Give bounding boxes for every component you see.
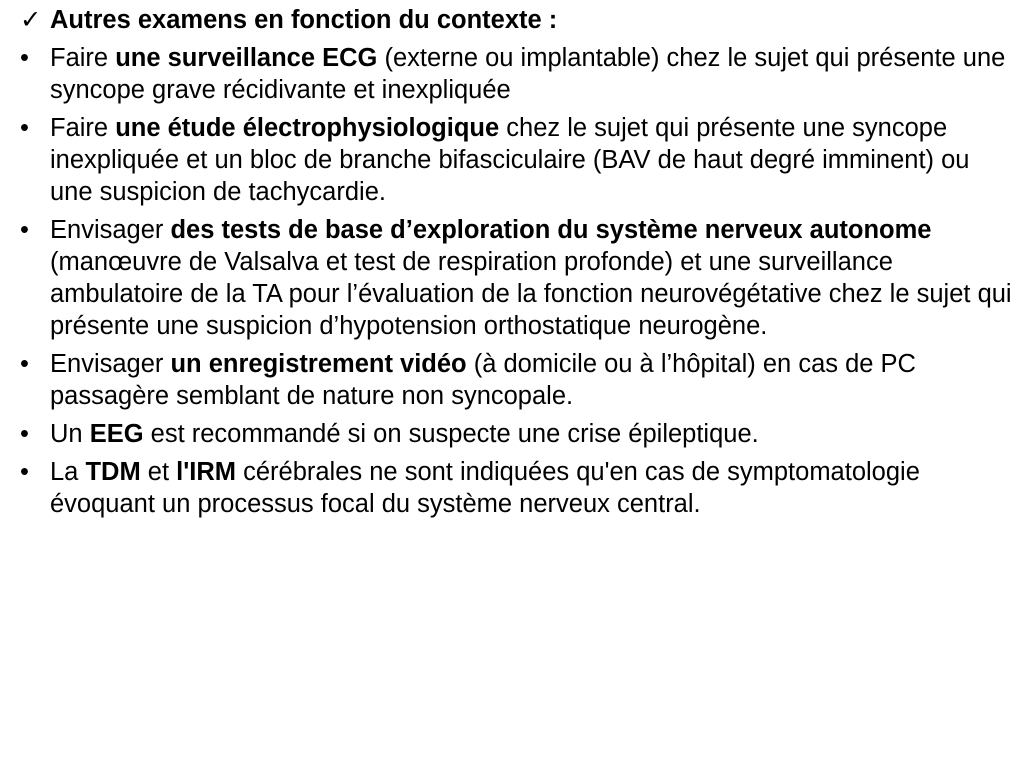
bullet-icon: • <box>20 458 29 486</box>
item-bold-text: l'IRM <box>176 458 237 486</box>
bullet-icon: • <box>20 114 29 142</box>
item-text: Faire <box>50 44 116 72</box>
list-item-text <box>50 42 1014 106</box>
item-text: est recommandé si on suspecte une crise épileptique. <box>143 420 759 448</box>
bullet-icon: • <box>20 44 29 72</box>
bullet-list <box>20 42 1014 520</box>
list-item <box>20 112 1014 208</box>
checkmark-icon: ✓ <box>20 6 42 34</box>
item-text: (externe ou implantable) chez le sujet qui présente une syncope grave récidivante et inexpliquée <box>50 44 1006 104</box>
item-text: Envisager <box>50 216 171 244</box>
item-bold-text: TDM <box>85 458 141 486</box>
list-item-text <box>50 418 1014 450</box>
list-item-text <box>50 348 1014 412</box>
item-text: et <box>140 458 177 486</box>
bullet-icon: • <box>20 216 29 244</box>
list-item <box>20 42 1014 106</box>
item-bold-text: une surveillance ECG <box>115 44 378 72</box>
list-item-text <box>50 456 1014 520</box>
bullet-icon: • <box>20 350 29 378</box>
list-item <box>20 214 1014 342</box>
heading-text: Autres examens en fonction du contexte : <box>50 6 558 34</box>
item-bold-text: une étude électrophysiologique <box>115 114 500 142</box>
item-text: La <box>50 458 86 486</box>
item-text: (manœuvre de Valsalva et test de respiration profonde) et une surveillance ambulatoire de la TA pour l’évaluation de la fonction neurovégétative chez le sujet qui présente une suspicion d’hypotension orthostatique neurogène. <box>50 248 1012 340</box>
item-text: cérébrales ne sont indiquées qu'en cas de symptomatologie évoquant un processus focal du système nerveux central. <box>50 458 920 518</box>
section-heading <box>20 4 1014 36</box>
item-bold-text: un enregistrement vidéo <box>170 350 467 378</box>
item-text: Envisager <box>50 350 171 378</box>
item-text: chez le sujet qui présente une syncope inexpliquée et un bloc de branche bifasciculaire (BAV de haut degré imminent) ou une suspicion de tachycardie. <box>50 114 970 206</box>
item-text: Faire <box>50 114 116 142</box>
item-text: (à domicile ou à l’hôpital) en cas de PC passagère semblant de nature non syncopale. <box>50 350 916 410</box>
list-item <box>20 456 1014 520</box>
item-bold-text: EEG <box>89 420 144 448</box>
list-item <box>20 418 1014 450</box>
list-item <box>20 348 1014 412</box>
item-bold-text: des tests de base d’exploration du système nerveux autonome <box>170 216 932 244</box>
bullet-icon: • <box>20 420 29 448</box>
item-text: Un <box>50 420 90 448</box>
list-item-text <box>50 214 1014 342</box>
list-item-text <box>50 112 1014 208</box>
